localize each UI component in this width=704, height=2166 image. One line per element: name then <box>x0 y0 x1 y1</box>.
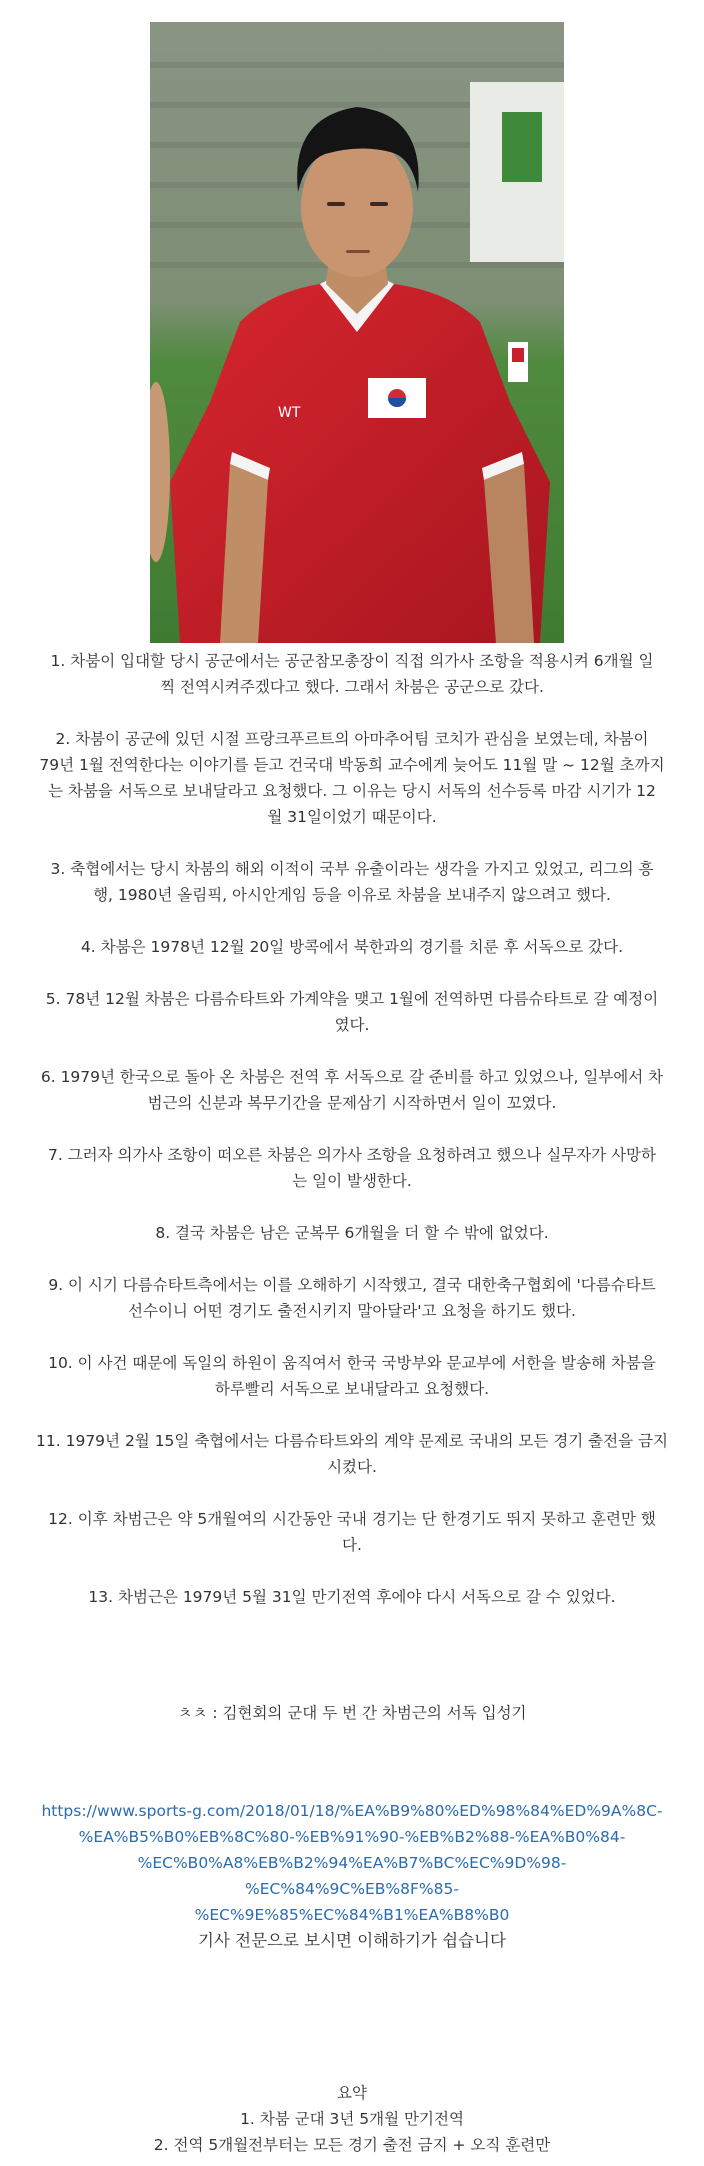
svg-text:WT: WT <box>278 405 301 421</box>
paragraph-12: 12. 이후 차범근은 약 5개월여의 시간동안 국내 경기는 단 한경기도 뛰지 못하고 훈련만 했 다. <box>48 1510 656 1554</box>
paragraph-9: 9. 이 시기 다름슈타트측에서는 이를 오해하기 시작했고, 결국 대한축구협회에 '다름슈타트 선수이니 어떤 경기도 출전시키지 말아달라'고 요청을 하기도 했다. <box>48 1276 656 1320</box>
paragraph-8: 8. 결국 차붐은 남은 군복무 6개월을 더 할 수 밖에 없었다. <box>155 1224 549 1242</box>
paragraph-10: 10. 이 사건 때문에 독일의 하원이 움직여서 한국 국방부와 문교부에 서한을 발송해 차붐을 하루빨리 서독으로 보내달라고 요청했다. <box>48 1354 656 1398</box>
paragraph-2: 2. 차붐이 공군에 있던 시절 프랑크푸르트의 아마추어팀 코치가 관심을 보였는데, 차붐이 79년 1월 전역한다는 이야기를 듣고 건국대 박동희 교수에게 늦어도 11월 말 ~ 12월 초까지 는 차붐을 서독으로 보내달라고 요청했다. 그 이유는 당시 서독의 선수등록 마감 시기가 12 월 31일이었기 때문이다. <box>39 730 665 826</box>
paragraph-4: 4. 차붐은 1978년 12월 20일 방콕에서 북한과의 경기를 치룬 후 서독으로 갔다. <box>80 938 624 956</box>
source-caption: ㅊㅊ : 김현회의 군대 두 번 간 차범근의 서독 입성기 <box>177 1704 527 1722</box>
read-full-article-note: 기사 전문으로 보시면 이해하기가 쉽습니다 <box>198 1931 506 1950</box>
summary-block <box>14 2080 690 2158</box>
summary-item: 2. 전역 5개월전부터는 모든 경기 출전 금지 + 오직 훈련만 <box>153 2136 551 2154</box>
paragraph-1: 1. 차붐이 입대할 당시 공군에서는 공군참모총장이 직접 의가사 조항을 적용시켜 6개월 일 찍 전역시켜주겠다고 했다. 그래서 차붐은 공군으로 갔다. <box>50 652 654 696</box>
player-photo <box>150 22 564 643</box>
paragraph-3: 3. 축협에서는 당시 차붐의 해외 이적이 국부 유출이라는 생각을 가지고 있었고, 리그의 흥 행, 1980년 올림픽, 아시안게임 등을 이유로 차붐을 보내주지 않으려고 했다. <box>50 860 654 904</box>
paragraph-7: 7. 그러자 의가사 조항이 떠오른 차붐은 의가사 조항을 요청하려고 했으나 실무자가 사망하 는 일이 발생한다. <box>47 1146 657 1190</box>
paragraph-13: 13. 차범근은 1979년 5월 31일 만기전역 후에야 다시 서독으로 갈 수 있었다. <box>88 1588 616 1606</box>
source-link[interactable]: https://www.sports-g.com/2018/01/18/%EA%B9%80%ED%98%84%ED%9A%8C- %EA%B5%B0%EB%8C%80-%EB%91%90-%EB%B2%88-%EA%B0%84- %EC%B0%A8%EB%B2%94%EA%B7%BC%EC%9D%98-%EC%84%9C%EB%8F%85- %EC%9E%85%EC%84%B1%EA%B8%B0 <box>41 1802 663 1924</box>
paragraph-5: 5. 78년 12월 차붐은 다름슈타트와 가계약을 맺고 1월에 전역하면 다름슈타트로 갈 예정이 였다. <box>45 990 659 1034</box>
paragraph-6: 6. 1979년 한국으로 돌아 온 차붐은 전역 후 서독으로 갈 준비를 하고 있었으나, 일부에서 차 범근의 신분과 복무기간을 문제삼기 시작하면서 일이 꼬였다. <box>40 1068 664 1112</box>
summary-title: 요약 <box>337 2084 367 2102</box>
paragraph-11: 11. 1979년 2월 15일 축협에서는 다름슈타트와의 계약 문제로 국내의 모든 경기 출전을 금지 시켰다. <box>36 1432 668 1476</box>
summary-item: 1. 차붐 군대 3년 5개월 만기전역 <box>240 2110 464 2128</box>
